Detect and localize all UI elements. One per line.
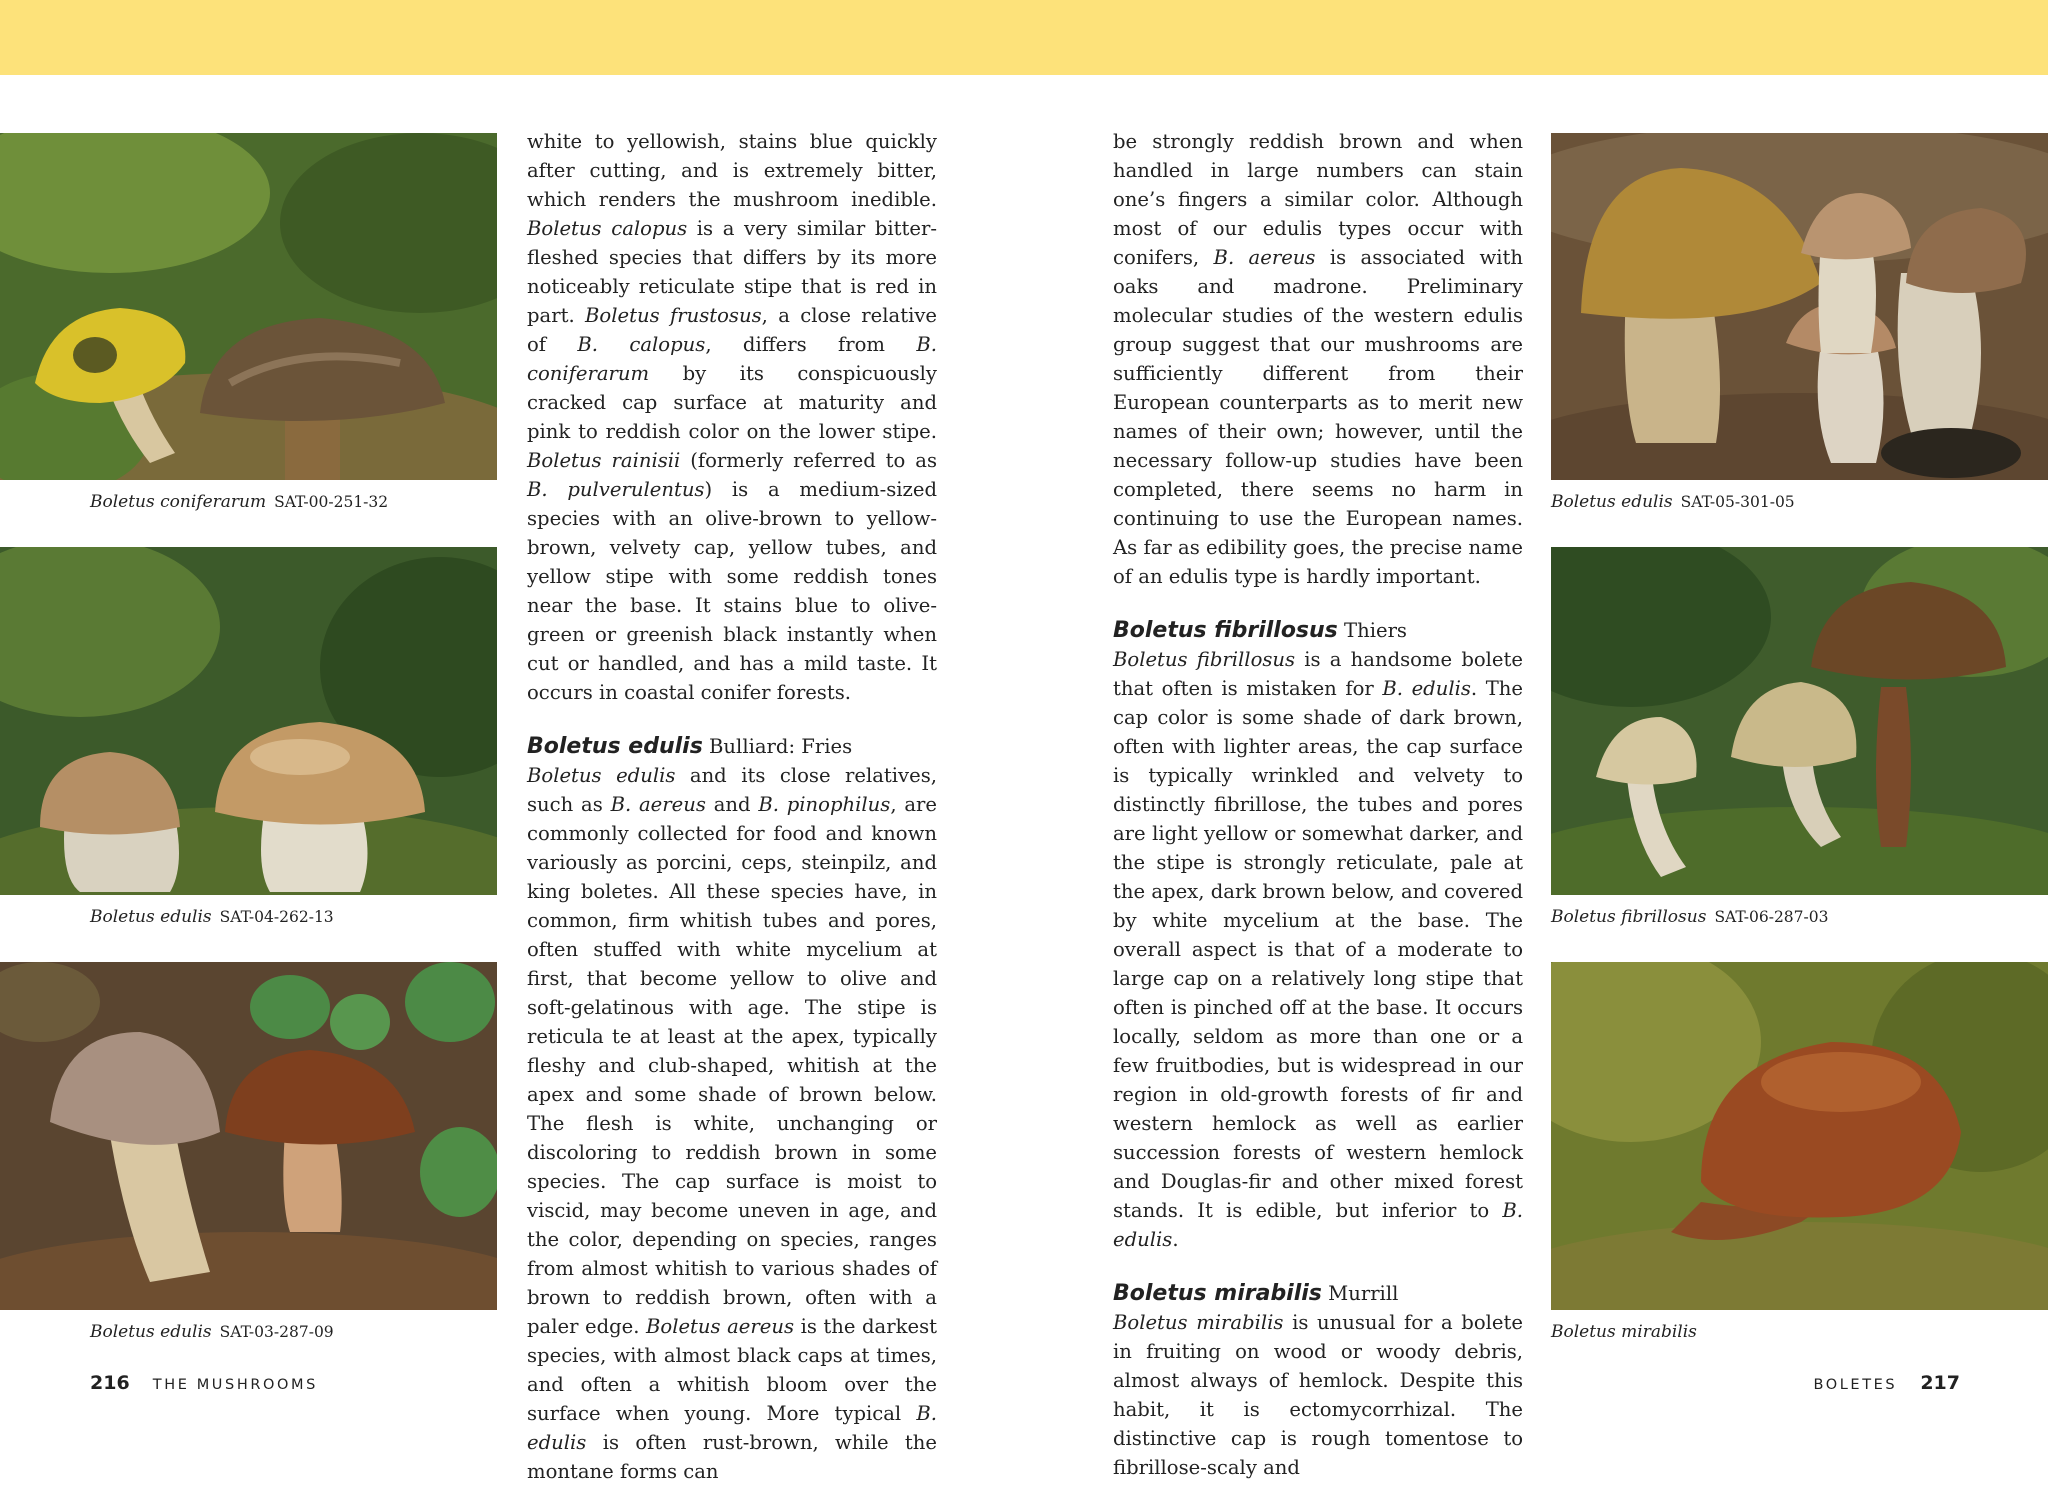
- page-number: 217: [1920, 1372, 1960, 1394]
- caption-code: SAT-05-301-05: [1680, 493, 1795, 511]
- species-heading-edulis: [527, 732, 937, 761]
- caption-code: SAT-00-251-32: [274, 493, 389, 511]
- caption-code: SAT-06-287-03: [1714, 908, 1829, 926]
- caption-species: Boletus edulis: [90, 1322, 212, 1342]
- species-heading-fibrillosus: [1113, 616, 1523, 645]
- page-number: 216: [90, 1372, 130, 1394]
- paragraph: be strongly reddish brown and when handled in large numbers can stain one’s fingers a similar color. Although most of our edulis types occur with conifers, B. aereus is associated with oaks and madrone. Preliminary molecular studies of the western edulis group suggest that our mushrooms are sufficiently different from their European counterparts as to merit new names of their own; however, until the necessary follow-up studies have been completed, there seems no harm in continuing to use the European names. As far as edibility goes, the precise name of an edulis type is hardly important.: [1113, 130, 1523, 588]
- photo-boletus-edulis-1: [0, 547, 497, 895]
- heading-species: Boletus fibrillosus: [1113, 618, 1338, 643]
- photo-boletus-edulis-3: [1551, 133, 2048, 480]
- photo-caption: [1551, 1322, 1697, 1342]
- photo-boletus-fibrillosus: [1551, 547, 2048, 895]
- photo-caption: [1551, 907, 1829, 927]
- top-color-band: [0, 0, 2048, 75]
- caption-code: SAT-04-262-13: [219, 908, 334, 926]
- heading-species: Boletus mirabilis: [1113, 1281, 1322, 1306]
- paragraph: Boletus fibrillosus is a handsome bolete that often is mistaken for B. edulis. The cap color is some shade of dark brown, often with lighter areas, the cap surface is typically wrinkled and velvety to distinctly fibrillose, the tubes and pores are light yellow or somewhat darker, and the stipe is strongly reticulate, pale at the apex, dark brown below, and covered by white mycelium at the base. The overall aspect is that of a moderate to large cap on a relatively long stipe that often is pinched off at the base. It occurs locally, seldom as more than one or a few fruitbodies, but is widespread in our region in old-growth forests of fir and western hemlock as well as earlier succession forests of western hemlock and Douglas-fir and other mixed forest stands. It is edible, but inferior to B. edulis.: [1113, 648, 1524, 1251]
- photo-caption: [90, 1322, 334, 1342]
- text-column-1: [527, 127, 937, 1486]
- photo-caption: [90, 907, 334, 927]
- paragraph: Boletus edulis and its close relatives, such as B. aereus and B. pinophilus, are commonly collected for food and known variously as porcini, ceps, steinpilz, and king boletes. All these species have, in common, firm whitish tubes and pores, often stuffed with white mycelium at first, that become yellow to olive and soft-gelatinous with age. The stipe is reticula te at least at the apex, typically fleshy and club-shaped, whitish at the apex and some shade of brown below. The flesh is white, unchanging or discoloring to reddish brown in some species. The cap surface is moist to viscid, may become uneven in age, and the color, depending on species, ranges from almost whitish to various shades of brown to reddish brown, often with a paler edge. Boletus aereus is the darkest species, with almost black caps at times, and often a whitish bloom over the surface when young. More typical B. edulis is often rust-brown, while the montane forms can: [527, 764, 937, 1483]
- photo-boletus-coniferarum: [0, 133, 497, 480]
- right-folio: [1813, 1372, 1960, 1394]
- text-column-2: [1113, 127, 1523, 1482]
- caption-species: Boletus coniferarum: [90, 492, 267, 512]
- running-head: THE MUSHROOMS: [152, 1377, 318, 1393]
- caption-species: Boletus edulis: [90, 907, 212, 927]
- caption-species: Boletus mirabilis: [1551, 1322, 1697, 1342]
- paragraph: white to yellowish, stains blue quickly after cutting, and is extremely bitter, which renders the mushroom inedible. Boletus calopus is a very similar bitter-fleshed species that differs by its more noticeably reticulate stipe that is red in part. Boletus frustosus, a close relative of B. calopus, differs from B. coniferarum by its conspicuously cracked cap surface at maturity and pink to reddish color on the lower stipe. Boletus rainisii (formerly referred to as B. pulverulentus) is a medium-sized species with an olive-brown to yellow-brown, velvety cap, yellow tubes, and yellow stipe with some reddish tones near the base. It stains blue to olive-green or greenish black instantly when cut or handled, and has a mild taste. It occurs in coastal conifer forests.: [527, 130, 938, 704]
- caption-code: SAT-03-287-09: [219, 1323, 334, 1341]
- paragraph: Boletus mirabilis is unusual for a bolete in fruiting on wood or woody debris, almost always of hemlock. Despite this habit, it is ectomycorrhizal. The distinctive cap is rough tomentose to fibrillose-scaly and: [1113, 1311, 1523, 1479]
- photo-caption: [1551, 492, 1795, 512]
- photo-boletus-edulis-2: [0, 962, 497, 1310]
- heading-species: Boletus edulis: [527, 734, 703, 759]
- left-folio: [90, 1372, 318, 1394]
- photo-boletus-mirabilis: [1551, 962, 2048, 1310]
- species-heading-mirabilis: [1113, 1279, 1523, 1308]
- heading-author: Murrill: [1328, 1282, 1399, 1305]
- running-head: BOLETES: [1813, 1377, 1898, 1393]
- heading-author: Thiers: [1344, 619, 1407, 642]
- photo-caption: [90, 492, 388, 512]
- caption-species: Boletus fibrillosus: [1551, 907, 1707, 927]
- caption-species: Boletus edulis: [1551, 492, 1673, 512]
- heading-author: Bulliard: Fries: [709, 735, 853, 758]
